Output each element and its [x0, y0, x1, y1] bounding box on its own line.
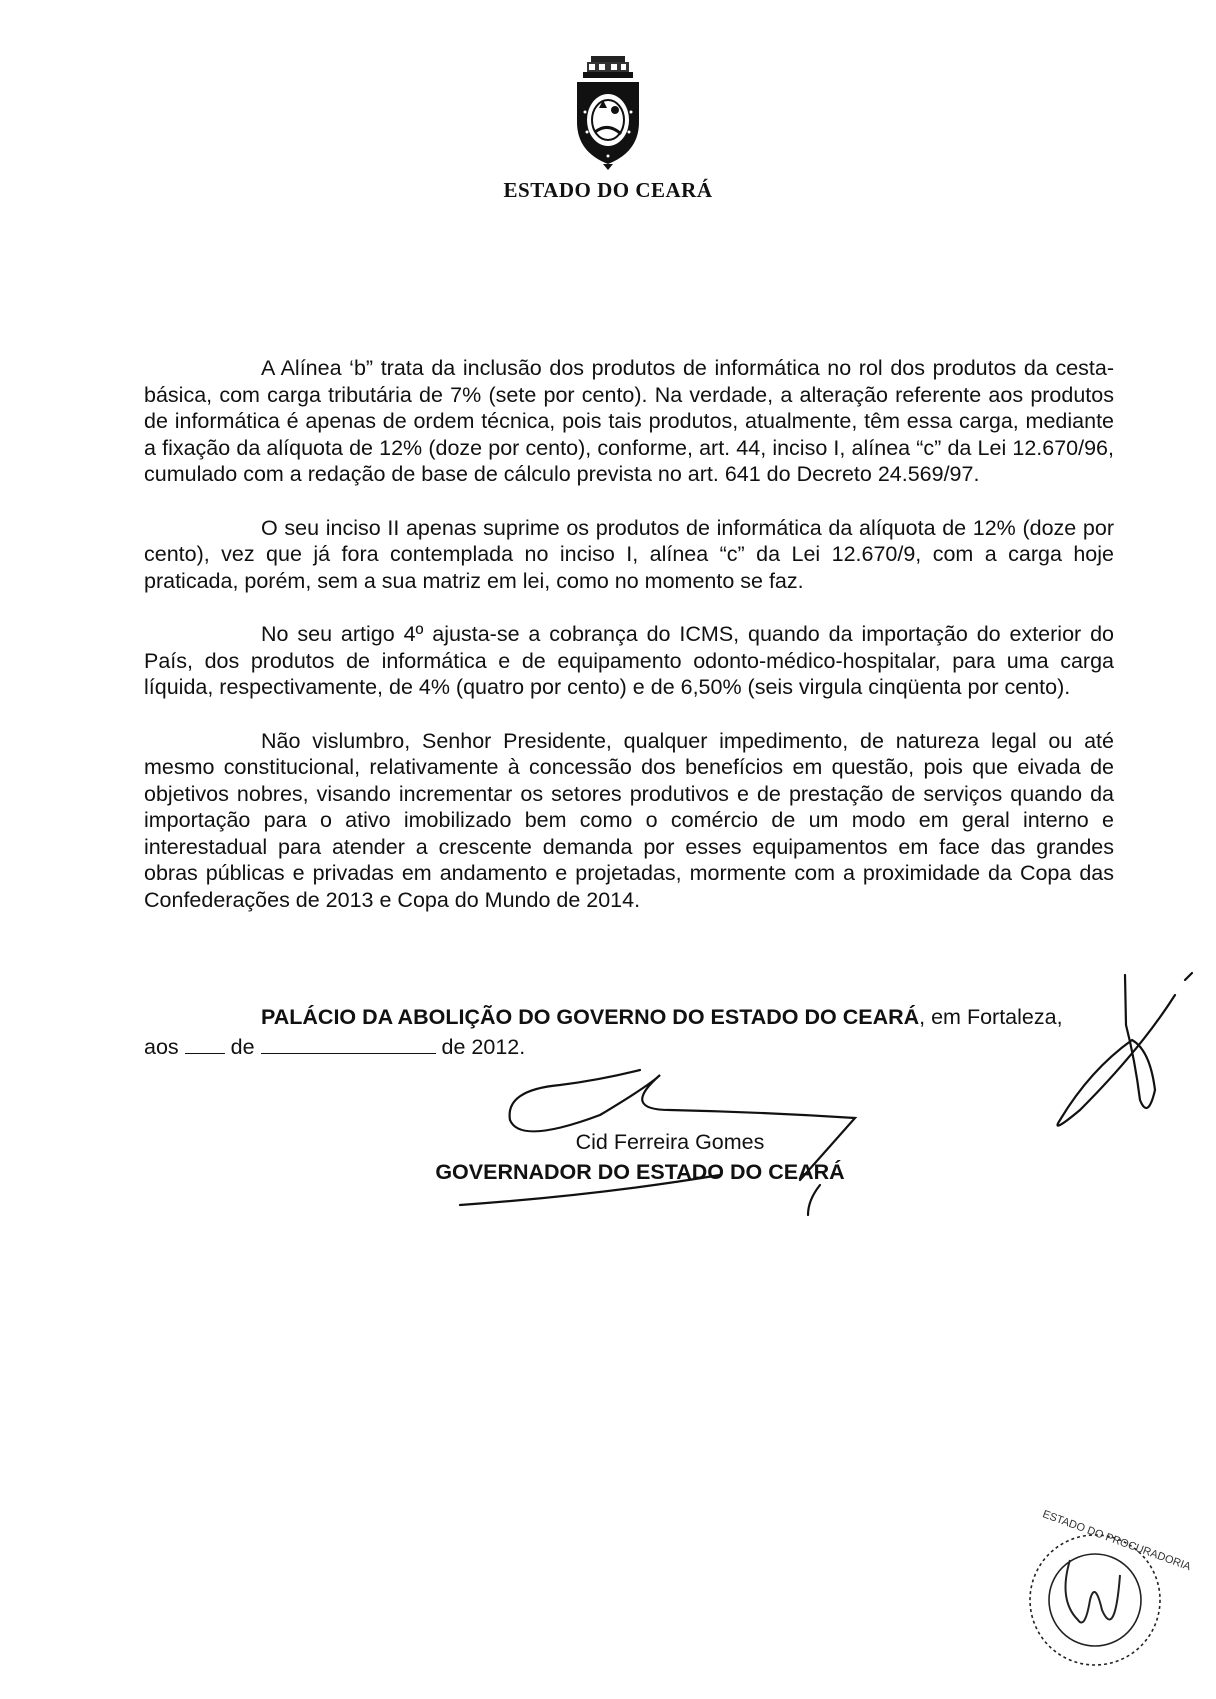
closing-date: [144, 1032, 1124, 1062]
city-name: , em Fortaleza,: [919, 1005, 1063, 1029]
date-prefix: aos: [144, 1035, 179, 1059]
paragraph-inciso-ii: O seu inciso II apenas suprime os produtos de informática da alíquota de 12% (doze por cento), vez que já fora contemplada no inciso I, alínea “c” da Lei 12.670/9, com a carga hoje praticada, porém, sem a sua matriz em lei, como no momento se faz.: [144, 515, 1114, 593]
palace-name: PALÁCIO DA ABOLIÇÃO DO GOVERNO DO ESTADO DO CEARÁ: [261, 1005, 920, 1029]
state-name-heading: ESTADO DO CEARÁ: [503, 178, 713, 202]
coat-of-arms-icon: [563, 52, 653, 172]
paragraph-conclusion: Não vislumbro, Senhor Presidente, qualquer impedimento, de natureza legal ou até mesmo constitucional, relativamente à concessão dos benefícios em questão, pois que eivada de objetivos nobres, visando incrementar os setores produtivos e de prestação de serviços quando da importação para o ativo imobilizado bem como o comércio de um modo em geral interno e interestadual para atender a crescente demanda por esses equipamentos em face das grandes obras públicas e privadas em andamento e projetadas, mormente com a proximidade da Copa das Confederações de 2013 e Copa do Mundo de 2014.: [144, 728, 1114, 912]
month-blank: [261, 1035, 436, 1054]
signer-name: Cid Ferreira Gomes: [575, 1130, 765, 1154]
date-suffix: de 2012.: [441, 1035, 526, 1059]
document-body: [144, 355, 1114, 940]
date-de: de: [230, 1035, 255, 1059]
paragraph-alinea-b: A Alínea ‘b” trata da inclusão dos produtos de informática no rol dos produtos da cesta-básica, com carga tributária de 7% (sete por cento). Na verdade, a alteração referente aos produtos de informática é apenas de ordem técnica, pois tais produtos, atualmente, têm essa carga, mediante a fixação da alíquota de 12% (doze por cento), conforme, art. 44, inciso I, alínea “c” da Lei 12.670/96, cumulado com a redação de base de cálculo prevista no art. 641 do Decreto 24.569/97.: [144, 356, 1114, 486]
signer-title: GOVERNADOR DO ESTADO DO CEARÁ: [435, 1160, 845, 1184]
day-blank: [185, 1035, 225, 1054]
letterhead: [0, 52, 1216, 203]
paragraph-artigo-4: No seu artigo 4º ajusta-se a cobrança do ICMS, quando da importação do exterior do País, dos produtos de informática e de equipamento odonto-médico-hospitalar, para uma carga líquida, respectivamente, de 4% (quatro por cento) e de 6,50% (seis virgula cinqüenta por cento).: [144, 622, 1114, 699]
signature-block: [400, 1127, 880, 1187]
closing-place: [144, 1002, 1124, 1032]
stamp-text: ESTADO DO PROCURADORIA: [1040, 1508, 1193, 1574]
closing-place-date: [144, 1002, 1124, 1062]
